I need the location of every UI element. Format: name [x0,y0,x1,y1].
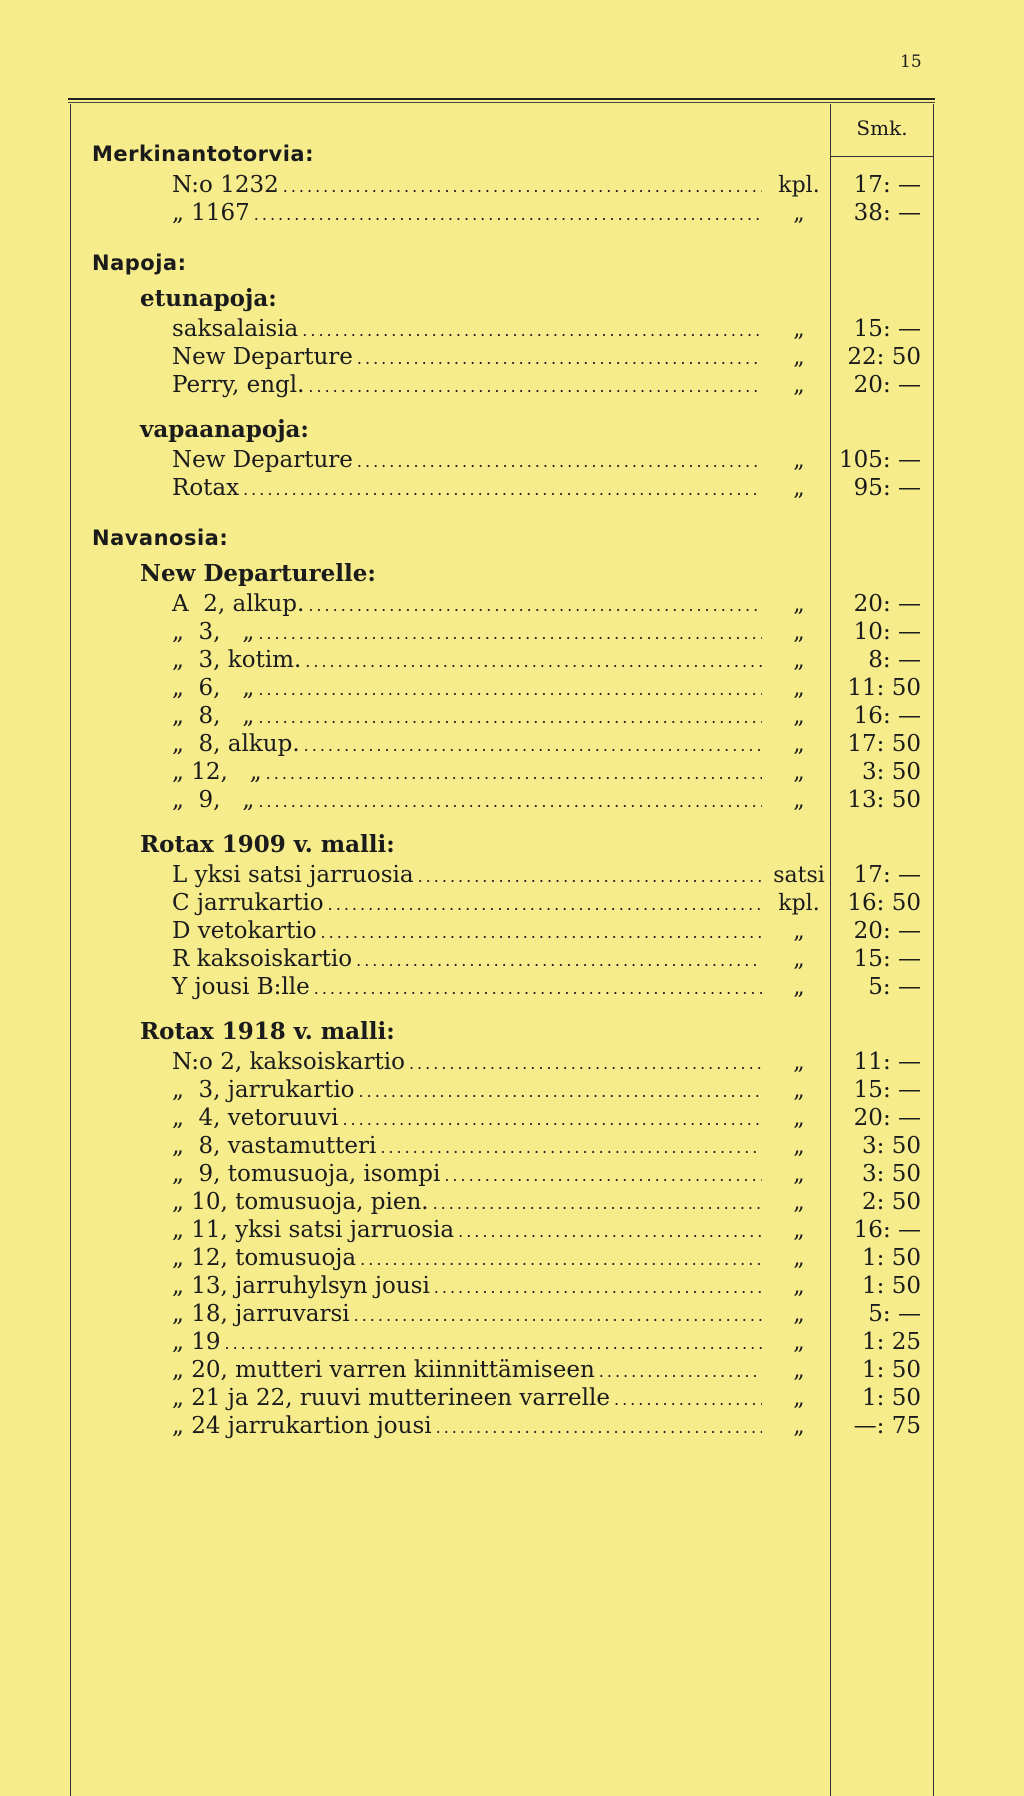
item-description: „ 8, vastamutteri [172,1133,377,1159]
item-description: „ 18, jarruvarsi [172,1301,350,1327]
item-description-cell [70,1328,768,1358]
price-row [70,674,933,702]
dot-leader [225,1330,763,1358]
item-description: Rotax [172,475,240,501]
item-unit: „ [793,448,805,473]
item-description: „ 12, tomusuoja [172,1245,357,1271]
item-price: 16: — [853,1217,921,1243]
price-row [70,590,933,618]
item-description: „ 10, tomusuoja, pien. [172,1189,429,1215]
dot-leader [434,1274,762,1302]
item-description: D vetokartio [172,918,317,944]
item-description-cell [70,1272,768,1302]
item-price: 105: — [839,447,921,473]
item-price: 1: 50 [862,1357,921,1383]
dot-leader [409,1050,762,1078]
price-row [70,786,933,814]
item-price: 15: — [853,946,921,972]
price-row [70,199,933,227]
item-description-cell [70,973,768,1003]
item-price: 17: — [853,172,921,198]
item-unit: „ [793,317,805,342]
dot-leader [357,345,762,373]
item-description-cell [70,730,768,760]
item-description: „ 24 jarrukartion jousi [172,1413,432,1439]
group-subtitle: Rotax 1918 v. malli: [140,1018,395,1045]
dot-leader [328,891,762,919]
item-description: „ 9, „ [172,787,255,813]
item-unit: „ [793,345,805,370]
price-row [70,1188,933,1216]
item-unit: „ [793,947,805,972]
dot-leader [433,1190,762,1218]
price-row [70,917,933,945]
item-unit: „ [793,620,805,645]
item-unit: „ [793,373,805,398]
currency-header: Smk. [856,116,908,140]
dot-leader [360,1246,762,1274]
item-description: „ 4, vetoruuvi [172,1105,339,1131]
item-description: „ 11, yksi satsi jarruosia [172,1217,455,1243]
price-row [70,702,933,730]
item-description: L yksi satsi jarruosia [172,862,414,888]
item-price: 16: 50 [847,890,921,916]
price-row [70,1244,933,1272]
price-row [70,758,933,786]
item-price: 17: 50 [847,731,921,757]
price-row [70,315,933,343]
dot-leader [308,592,762,620]
item-description-cell [70,199,768,229]
item-unit: „ [793,1218,805,1243]
item-unit: „ [793,1414,805,1439]
dot-leader [258,620,762,648]
item-description: „ 12, „ [172,759,262,785]
item-unit: „ [793,1302,805,1327]
item-unit: „ [793,760,805,785]
item-price: 38: — [853,200,921,226]
item-description: „ 3, „ [172,619,255,645]
item-price: 3: 50 [862,759,921,785]
item-description: A 2, alkup. [172,591,305,617]
dot-leader [359,1078,762,1106]
dot-leader [304,732,762,760]
item-price: 3: 50 [862,1133,921,1159]
item-unit: „ [793,1162,805,1187]
item-description-cell [70,1188,768,1218]
item-price: 2: 50 [862,1189,921,1215]
dot-leader [356,947,762,975]
item-price: 5: — [868,1301,921,1327]
item-price: 3: 50 [862,1161,921,1187]
item-description-cell [70,343,768,373]
item-description: „ 20, mutteri varren kiinnittämiseen [172,1357,595,1383]
price-row [70,1328,933,1356]
item-description: „ 8, „ [172,703,255,729]
price-row [70,1160,933,1188]
item-description-cell [70,889,768,919]
dot-leader [283,173,762,201]
item-price: 5: — [868,974,921,1000]
item-unit: „ [793,1358,805,1383]
group-subtitle: vapaanapoja: [140,416,309,443]
item-description-cell [70,917,768,947]
item-description: „ 3, kotim. [172,647,302,673]
header-rule-thin [68,102,935,103]
item-description: saksalaisia [172,316,299,342]
item-description: „ 8, alkup. [172,731,300,757]
item-description-cell [70,1048,768,1078]
item-description-cell [70,646,768,676]
item-description-cell [70,618,768,648]
price-row [70,1104,933,1132]
item-description: „ 1167 [172,200,250,226]
dot-leader [444,1162,762,1190]
item-price: 1: 25 [862,1329,921,1355]
item-description-cell [70,1384,768,1414]
group-subtitle: Rotax 1909 v. malli: [140,831,395,858]
item-price: 15: — [853,316,921,342]
item-unit: „ [793,788,805,813]
dot-leader [258,788,762,816]
item-price: 13: 50 [847,787,921,813]
item-unit: „ [793,1246,805,1271]
item-unit: „ [793,201,805,226]
item-description: „ 21 ja 22, ruuvi mutterineen varrelle [172,1385,610,1411]
group-subtitle: etunapoja: [140,285,277,312]
price-row [70,1300,933,1328]
item-unit: „ [793,919,805,944]
price-row [70,1412,933,1440]
price-row [70,646,933,674]
item-price: —: 75 [853,1413,921,1439]
item-description: New Departure [172,344,353,370]
price-row [70,343,933,371]
group-subtitle: New Departurelle: [140,560,376,587]
item-description-cell [70,371,768,401]
item-description: „ 9, tomusuoja, isompi [172,1161,441,1187]
section-title: Merkinantotorvia: [92,142,314,166]
price-row [70,1216,933,1244]
item-unit: „ [793,732,805,757]
price-row [70,171,933,199]
dot-leader [266,760,762,788]
item-unit: kpl. [778,891,820,916]
item-unit: „ [793,1274,805,1299]
dot-leader [354,1302,762,1330]
item-description-cell [70,1132,768,1162]
item-unit: „ [793,476,805,501]
price-row [70,973,933,1001]
item-description: „ 13, jarruhylsyn jousi [172,1273,430,1299]
dot-leader [458,1218,762,1246]
item-description: „ 3, jarrukartio [172,1077,355,1103]
item-description-cell [70,1076,768,1106]
section-title: Napoja: [92,251,187,275]
item-price: 22: 50 [847,344,921,370]
dot-leader [342,1106,762,1134]
item-description: New Departure [172,447,353,473]
item-description-cell [70,474,768,504]
item-price: 11: 50 [847,675,921,701]
item-description: Y jousi B:lle [172,974,310,1000]
dot-leader [258,704,762,732]
dot-leader [614,1386,762,1414]
dot-leader [243,476,762,504]
item-description-cell [70,1412,768,1442]
dot-leader [308,373,762,401]
dot-leader [357,448,762,476]
item-description-cell [70,1160,768,1190]
item-unit: „ [793,975,805,1000]
item-price: 11: — [853,1049,921,1075]
page-number: 15 [900,52,922,72]
price-row [70,1356,933,1384]
item-unit: „ [793,1134,805,1159]
item-price: 20: — [853,918,921,944]
price-row [70,371,933,399]
item-price: 16: — [853,703,921,729]
price-row [70,1384,933,1412]
item-price: 1: 50 [862,1385,921,1411]
table-right-border [933,104,934,1796]
price-row [70,474,933,502]
price-row [70,1076,933,1104]
item-description: N:o 2, kaksoiskartio [172,1049,405,1075]
dot-leader [305,648,762,676]
header-rule-thick [68,98,935,100]
item-price: 20: — [853,1105,921,1131]
item-description-cell [70,786,768,816]
price-row [70,1132,933,1160]
item-price: 1: 50 [862,1273,921,1299]
price-row [70,618,933,646]
item-unit: „ [793,1050,805,1075]
item-description: „ 6, „ [172,675,255,701]
item-description-cell [70,590,768,620]
dot-leader [254,201,762,229]
item-unit: „ [793,1330,805,1355]
item-unit: „ [793,1386,805,1411]
item-description-cell [70,758,768,788]
price-row [70,446,933,474]
dot-leader [314,975,762,1003]
item-price: 20: — [853,372,921,398]
item-price: 8: — [868,647,921,673]
item-unit: kpl. [778,173,820,198]
item-description-cell [70,1244,768,1274]
item-description-cell [70,1300,768,1330]
item-unit: „ [793,676,805,701]
item-price: 17: — [853,862,921,888]
item-unit: „ [793,704,805,729]
dot-leader [436,1414,762,1442]
dot-leader [380,1134,762,1162]
price-row [70,861,933,889]
item-unit: „ [793,592,805,617]
price-list [70,138,933,1440]
section-title: Navanosia: [92,526,229,550]
dot-leader [599,1358,762,1386]
item-price: 95: — [853,475,921,501]
item-description: C jarrukartio [172,890,324,916]
item-unit: satsi [773,863,825,888]
price-row [70,1272,933,1300]
item-description-cell [70,446,768,476]
item-description-cell [70,315,768,345]
item-description-cell [70,1104,768,1134]
item-price: 1: 50 [862,1245,921,1271]
price-row [70,889,933,917]
item-unit: „ [793,648,805,673]
item-description-cell [70,1356,768,1386]
item-description: R kaksoiskartio [172,946,353,972]
item-description: „ 19 [172,1329,221,1355]
item-price: 20: — [853,591,921,617]
dot-leader [258,676,762,704]
item-description-cell [70,1216,768,1246]
item-price: 15: — [853,1077,921,1103]
item-unit: „ [793,1190,805,1215]
dot-leader [418,863,762,891]
item-unit: „ [793,1106,805,1131]
price-row [70,1048,933,1076]
item-unit: „ [793,1078,805,1103]
item-price: 10: — [853,619,921,645]
item-description-cell [70,702,768,732]
item-description-cell [70,171,768,201]
dot-leader [302,317,762,345]
price-row [70,945,933,973]
item-description-cell [70,674,768,704]
item-description: N:o 1232 [172,172,279,198]
item-description-cell [70,861,768,891]
item-description-cell [70,945,768,975]
price-row [70,730,933,758]
dot-leader [321,919,762,947]
item-description: Perry, engl. [172,372,305,398]
